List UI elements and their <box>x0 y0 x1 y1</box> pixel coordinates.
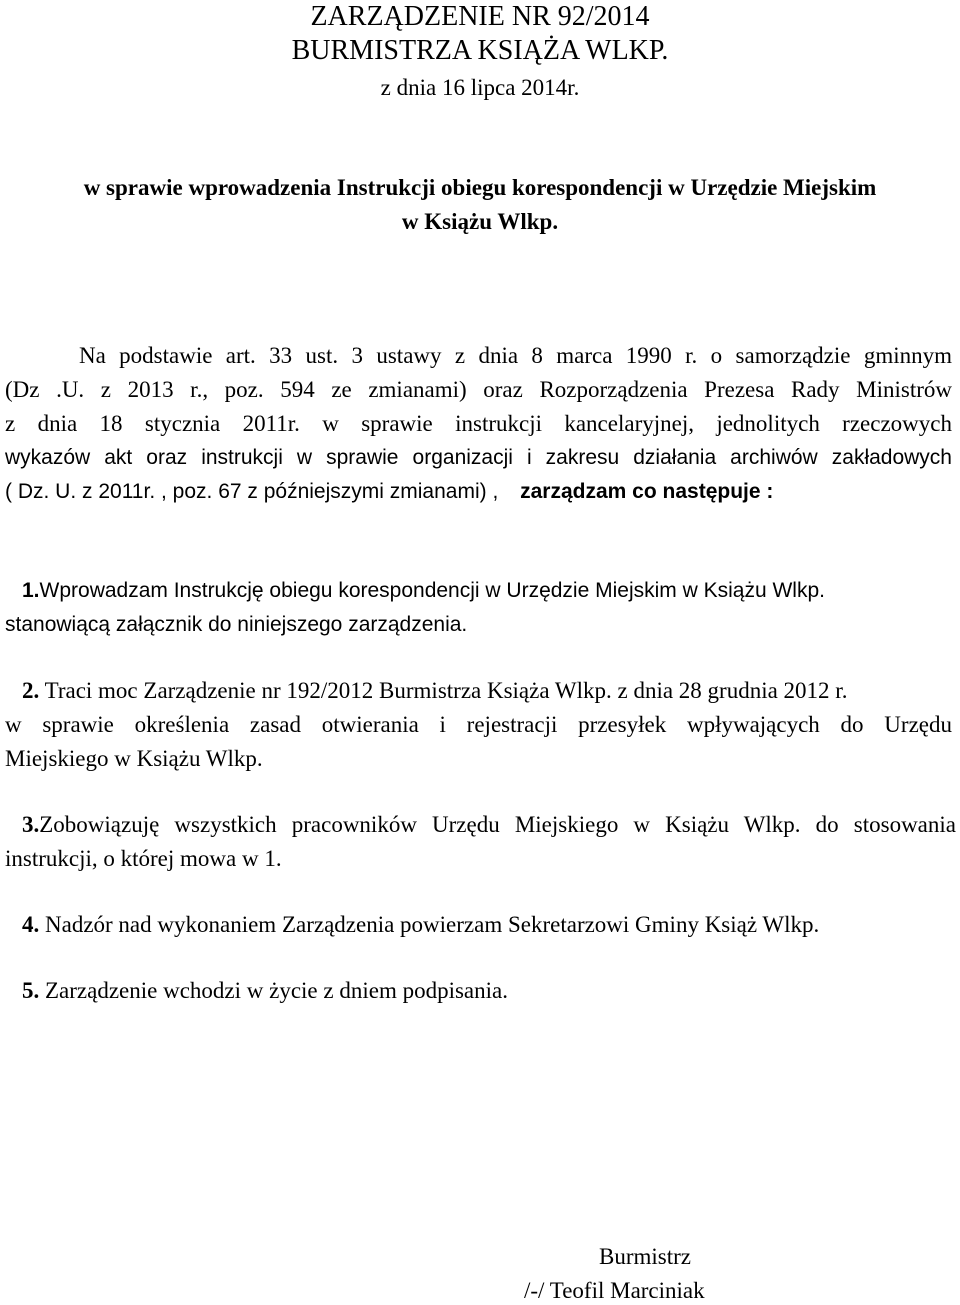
preamble-line-2: (Dz .U. z 2013 r., poz. 594 ze zmianami) oraz Rozporządzenia Prezesa Rady Ministrów <box>5 377 952 402</box>
section-1 <box>22 577 825 605</box>
section-5-text: Zarządzenie wchodzi w życie z dniem podpisania. <box>39 978 508 1003</box>
issuer-title: BURMISTRZA KSIĄŻA WLKP. <box>291 35 669 66</box>
section-2-text: Traci moc Zarządzenie nr 192/2012 Burmistrza Książa Wlkp. z dnia 28 grudnia 2012 r. <box>39 678 848 703</box>
signature-name: /-/ Teofil Marciniak <box>524 1278 705 1303</box>
section-1-number: 1. <box>22 579 40 602</box>
section-1-line-2: stanowiącą załącznik do niniejszego zarządzenia. <box>5 613 468 636</box>
preamble-line-4: wykazów akt oraz instrukcji w sprawie organizacji i zakresu działania archiwów zakładowych <box>5 446 952 469</box>
section-3-line-2: instrukcji, o której mowa w 1. <box>5 846 282 871</box>
section-5-number: 5. <box>22 978 40 1003</box>
document-date: z dnia 16 lipca 2014r. <box>380 75 580 100</box>
section-1-text: Wprowadzam Instrukcję obiegu korespondencji w Urzędzie Miejskim w Książu Wlkp. <box>39 579 825 602</box>
enactment-formula: zarządzam co następuje : <box>520 480 774 503</box>
section-2-line-3: Miejskiego w Książu Wlkp. <box>5 746 263 771</box>
section-2 <box>22 677 847 705</box>
preamble-line-3: z dnia 18 stycznia 2011r. w sprawie instrukcji kancelaryjnej, jednolitych rzeczowych <box>5 411 952 436</box>
preamble-line-5 <box>5 478 773 506</box>
section-4 <box>22 911 819 939</box>
section-2-line-2: w sprawie określenia zasad otwierania i rejestracji przesyłek wpływających do Urzędu <box>5 712 952 737</box>
subject-line-1: w sprawie wprowadzenia Instrukcji obiegu korespondencji w Urzędzie Miejskim <box>83 175 877 200</box>
section-4-text: Nadzór nad wykonaniem Zarządzenia powierzam Sekretarzowi Gminy Książ Wlkp. <box>39 912 820 937</box>
preamble-line-1: Na podstawie art. 33 ust. 3 ustawy z dnia 8 marca 1990 r. o samorządzie gminnym <box>79 343 952 368</box>
section-3-text: Zobowiązuję wszystkich pracowników Urzędu Miejskiego w Książu Wlkp. do stosowania <box>39 812 956 837</box>
preamble-citation: ( Dz. U. z 2011r. , poz. 67 z późniejszymi zmianami) , <box>5 480 499 503</box>
section-4-number: 4. <box>22 912 40 937</box>
section-3-number: 3. <box>22 812 40 837</box>
section-3 <box>22 811 956 839</box>
document-title: ZARZĄDZENIE NR 92/2014 <box>310 1 650 32</box>
section-2-number: 2. <box>22 678 40 703</box>
subject-line-2: w Książu Wlkp. <box>401 209 559 234</box>
signature-role: Burmistrz <box>599 1244 691 1269</box>
section-5 <box>22 977 508 1005</box>
